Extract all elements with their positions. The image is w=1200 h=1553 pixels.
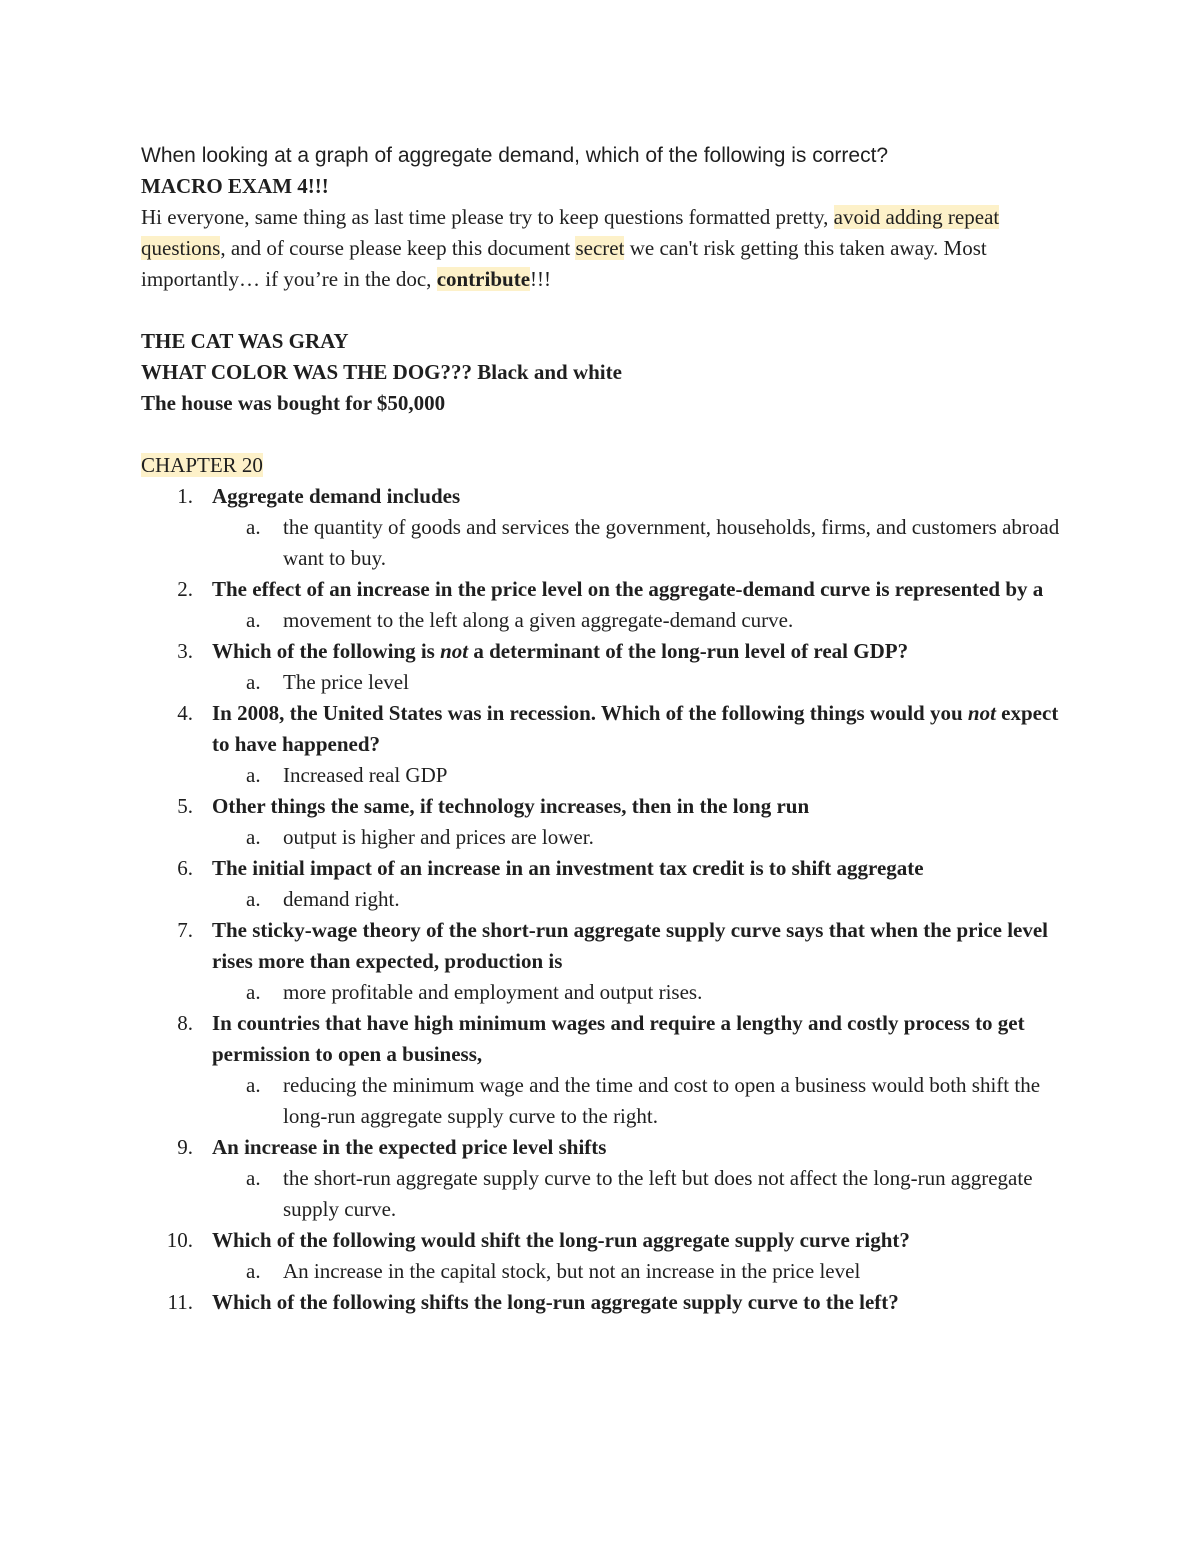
question-text: Aggregate demand includes xyxy=(212,484,461,508)
question-number: 1. xyxy=(177,484,193,508)
question-number: 9. xyxy=(177,1135,193,1159)
note-text: Hi everyone, same thing as last time please try to keep questions formatted pretty, xyxy=(141,205,834,229)
answer-item xyxy=(212,512,1061,574)
answer-text: Increased real GDP xyxy=(283,763,448,787)
question-number: 5. xyxy=(177,794,193,818)
answer-letter: a. xyxy=(246,1259,261,1283)
answer-text: the short-run aggregate supply curve to the left but does not affect the long-run aggregate supply curve. xyxy=(283,1166,1033,1221)
answer-text: An increase in the capital stock, but not an increase in the price level xyxy=(283,1259,861,1283)
question-number: 8. xyxy=(177,1011,193,1035)
question-text: The sticky-wage theory of the short-run aggregate supply curve says that when the price level rises more than expected, production is xyxy=(212,918,1049,973)
question-text: Which of the following shifts the long-run aggregate supply curve to the left? xyxy=(212,1290,899,1314)
question-text: The effect of an increase in the price level on the aggregate-demand curve is represented by a xyxy=(212,577,1044,601)
answer-letter: a. xyxy=(246,670,261,694)
answer-text: more profitable and employment and output rises. xyxy=(283,980,703,1004)
note-highlight-secret: secret xyxy=(575,236,625,260)
answer-text: demand right. xyxy=(283,887,400,911)
answer-letter: a. xyxy=(246,608,261,632)
question-item xyxy=(141,1008,1061,1132)
question-item xyxy=(141,1287,1061,1318)
document-content xyxy=(141,140,1061,1318)
chapter-heading xyxy=(141,450,1061,481)
question-text: expect to have happened? xyxy=(212,701,1059,756)
question-text: Which of the following would shift the long-run aggregate supply curve right? xyxy=(212,1228,910,1252)
answer-letter: a. xyxy=(246,980,261,1004)
question-item xyxy=(141,574,1061,636)
fact-line: The house was bought for $50,000 xyxy=(141,391,446,415)
note-highlight-contribute: contribute xyxy=(436,267,531,291)
answer-item xyxy=(212,977,1061,1008)
answer-text: movement to the left along a given aggregate-demand curve. xyxy=(283,608,794,632)
answer-letter: a. xyxy=(246,515,261,539)
question-item xyxy=(141,636,1061,698)
answer-text: the quantity of goods and services the government, households, firms, and customers abroad want to buy. xyxy=(283,515,1060,570)
question-number: 3. xyxy=(177,639,193,663)
question-text: Other things the same, if technology increases, then in the long run xyxy=(212,794,810,818)
answer-letter: a. xyxy=(246,1073,261,1097)
question-item xyxy=(141,853,1061,915)
instructions-note xyxy=(141,202,1061,295)
question-text: The initial impact of an increase in an investment tax credit is to shift aggregate xyxy=(212,856,924,880)
question-text: An increase in the expected price level shifts xyxy=(212,1135,607,1159)
answer-letter: a. xyxy=(246,887,261,911)
answer-letter: a. xyxy=(246,825,261,849)
note-text: !!! xyxy=(530,267,551,291)
question-item xyxy=(141,1225,1061,1287)
question-emphasis: not xyxy=(440,639,469,663)
note-text: we can't risk getting this taken away. Most importantly… if you’re in the doc, xyxy=(141,236,987,291)
note-text: , and of course please keep this document xyxy=(220,236,576,260)
question-number: 2. xyxy=(177,577,193,601)
answer-item xyxy=(212,822,1061,853)
question-item xyxy=(141,698,1061,791)
question-number: 11. xyxy=(167,1290,193,1314)
question-text: Which of the following is xyxy=(212,639,441,663)
question-text: In countries that have high minimum wages and require a lengthy and costly process to get permission to open a business, xyxy=(212,1011,1025,1066)
question-number: 4. xyxy=(177,701,193,725)
note-highlight-repeat: avoid adding repeat questions xyxy=(141,205,1000,260)
question-emphasis: not xyxy=(967,701,996,725)
fact-line: WHAT COLOR WAS THE DOG??? Black and white xyxy=(141,360,622,384)
question-list xyxy=(141,481,1061,1318)
answer-item xyxy=(212,884,1061,915)
answer-item xyxy=(212,605,1061,636)
question-item xyxy=(141,791,1061,853)
question-text: In 2008, the United States was in recession. Which of the following things would you xyxy=(212,701,968,725)
answer-item xyxy=(212,1070,1061,1132)
exam-title: MACRO EXAM 4!!! xyxy=(141,174,329,198)
answer-item xyxy=(212,1163,1061,1225)
question-text: a determinant of the long-run level of real GDP? xyxy=(468,639,909,663)
answer-text: reducing the minimum wage and the time and cost to open a business would both shift the long-run aggregate supply curve to the right. xyxy=(283,1073,1041,1128)
answer-letter: a. xyxy=(246,763,261,787)
chapter-title: CHAPTER 20 xyxy=(141,453,263,477)
question-number: 7. xyxy=(177,918,193,942)
question-item xyxy=(141,915,1061,1008)
intro-question: When looking at a graph of aggregate demand, which of the following is correct? xyxy=(141,144,889,167)
answer-item xyxy=(212,760,1061,791)
question-number: 10. xyxy=(166,1228,193,1252)
answer-item xyxy=(212,667,1061,698)
question-item xyxy=(141,481,1061,574)
question-number: 6. xyxy=(177,856,193,880)
answer-text: output is higher and prices are lower. xyxy=(283,825,594,849)
fact-line: THE CAT WAS GRAY xyxy=(141,329,349,353)
answer-letter: a. xyxy=(246,1166,261,1190)
question-item xyxy=(141,1132,1061,1225)
answer-item xyxy=(212,1256,1061,1287)
answer-text: The price level xyxy=(283,670,409,694)
